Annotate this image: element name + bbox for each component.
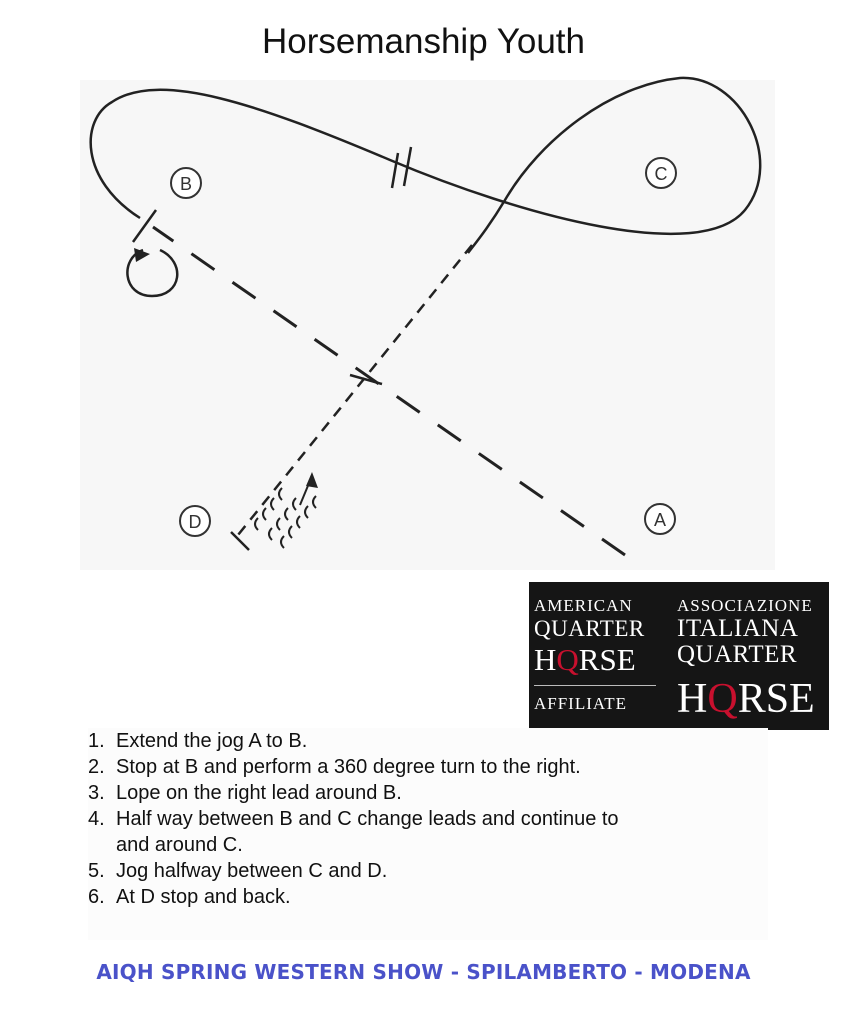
backup-arrow-icon [306,472,318,488]
logo-left-column [534,596,645,678]
marker-a-label: A [653,510,667,530]
lead-change-mark-1 [392,153,398,188]
logo-american: AMERICAN [534,596,633,615]
instruction-item: 6. At D stop and back. [88,886,291,908]
instruction-item: 3. Lope on the right lead around B. [88,782,402,804]
marker-d [180,506,210,536]
logo-quarter: QUARTER [534,616,645,641]
instruction-item: 4. Half way between B and C change leads and continue to [88,808,619,830]
marker-c [646,158,676,188]
jog-path-c-to-d [238,245,472,535]
logo-horse-right: HQRSE [677,676,815,722]
marker-c-label: C [654,164,668,184]
logo-associazione: ASSOCIAZIONE [677,596,813,615]
marker-a [645,504,675,534]
instruction-item: and around C. [116,834,243,856]
logo-right-column [677,596,813,668]
instruction-item: 1. Extend the jog A to B. [88,730,308,752]
pattern-instructions [88,728,768,940]
stop-mark-d [231,532,249,550]
logo-italiana: ITALIANA [677,615,799,642]
aqha-aiqh-logo [529,582,829,730]
logo-divider [534,685,656,686]
logo-quarter-right: QUARTER [677,641,798,668]
page-title: Horsemanship Youth [262,22,585,61]
jog-path-a-to-b [153,227,625,555]
event-footer: AIQH SPRING WESTERN SHOW - SPILAMBERTO - MODENA [96,960,751,984]
instruction-item: 2. Stop at B and perform a 360 degree turn to the right. [88,756,581,778]
marker-b [171,168,201,198]
backup-marks [255,476,316,548]
logo-affiliate: AFFILIATE [534,694,628,713]
logo-horse: HQRSE [534,642,636,677]
marker-b-label: B [179,174,193,194]
marker-d-label: D [188,512,202,532]
instruction-item: 5. Jog halfway between C and D. [88,860,388,882]
turn-360 [127,250,177,296]
